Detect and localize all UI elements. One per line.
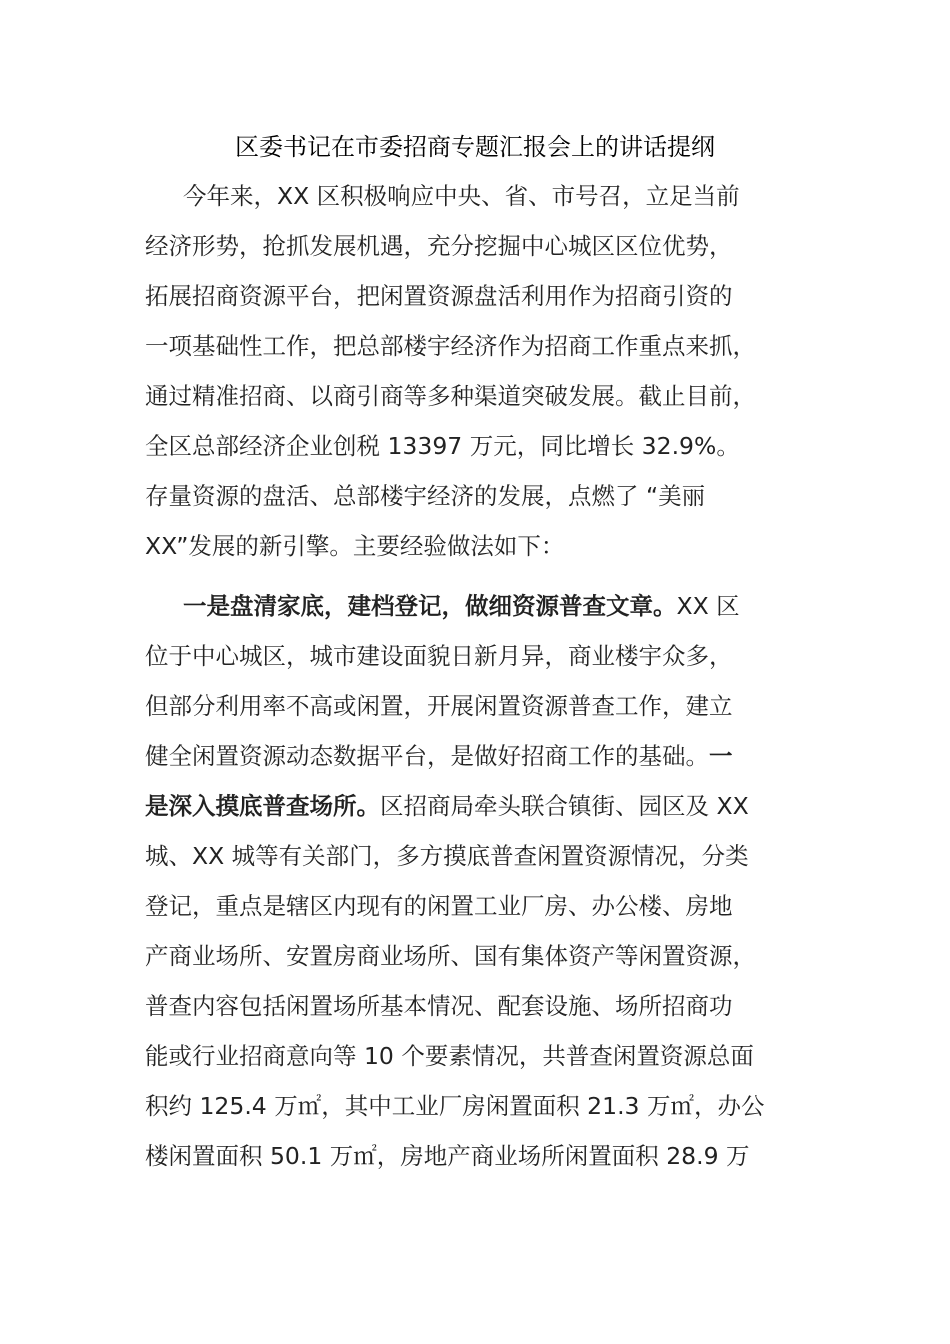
paragraph-1-line-8: XX”发展的新引擎。主要经验做法如下： bbox=[145, 532, 565, 560]
paragraph-2-line-5 bbox=[145, 781, 825, 831]
paragraph-1-line-3: 拓展招商资源平台，把闲置资源盘活利用作为招商引资的 bbox=[145, 282, 733, 310]
section-heading-one: 一是盘清家底，建档登记，做细资源普查文章。 bbox=[183, 592, 677, 620]
paragraph-2-line-8: 产商业场所、安置房商业场所、国有集体资产等闲置资源， bbox=[145, 942, 756, 970]
paragraph-2-line-1-text: XX 区 bbox=[676, 592, 740, 620]
paragraph-2-line-5-text: 区招商局牵头联合镇街、园区及 XX bbox=[380, 792, 749, 820]
paragraph-2-line-11: 积约 125.4 万㎡，其中工业厂房闲置面积 21.3 万㎡，办公 bbox=[145, 1092, 765, 1120]
subheading-one: 是深入摸底普查场所。 bbox=[145, 792, 380, 820]
paragraph-2-line-3: 但部分利用率不高或闲置，开展闲置资源普查工作，建立 bbox=[145, 692, 733, 720]
document-title: 区委书记在市委招商专题汇报会上的讲话提纲 bbox=[235, 133, 715, 161]
subheading-start: 一 bbox=[709, 742, 733, 770]
paragraph-1-line-1: 今年来，XX 区积极响应中央、省、市号召，立足当前 bbox=[183, 182, 740, 210]
paragraph-1-line-6: 全区总部经济企业创税 13397 万元，同比增长 32.9%。 bbox=[145, 432, 740, 460]
paragraph-1-line-2: 经济形势，抢抓发展机遇，充分挖掘中心城区区位优势， bbox=[145, 232, 733, 260]
paragraph-2-line-12: 楼闲置面积 50.1 万㎡，房地产商业场所闲置面积 28.9 万 bbox=[145, 1142, 750, 1170]
paragraph-2-line-4-text: 健全闲置资源动态数据平台，是做好招商工作的基础。 bbox=[145, 742, 709, 770]
paragraph-2-line-6: 城、XX 城等有关部门，多方摸底普查闲置资源情况，分类 bbox=[145, 842, 749, 870]
paragraph-2-line-2: 位于中心城区，城市建设面貌日新月异，商业楼宇众多， bbox=[145, 642, 733, 670]
paragraph-1-line-7: 存量资源的盘活、总部楼宇经济的发展，点燃了 “美丽 bbox=[145, 482, 706, 510]
paragraph-1-line-4: 一项基础性工作，把总部楼宇经济作为招商工作重点来抓， bbox=[145, 332, 756, 360]
paragraph-1-line-5: 通过精准招商、以商引商等多种渠道突破发展。截止目前， bbox=[145, 382, 756, 410]
paragraph-2-line-1 bbox=[183, 581, 863, 631]
paragraph-2-line-7: 登记，重点是辖区内现有的闲置工业厂房、办公楼、房地 bbox=[145, 892, 733, 920]
paragraph-2-line-9: 普查内容包括闲置场所基本情况、配套设施、场所招商功 bbox=[145, 992, 733, 1020]
paragraph-2-line-4 bbox=[145, 731, 825, 781]
paragraph-2-line-10: 能或行业招商意向等 10 个要素情况，共普查闲置资源总面 bbox=[145, 1042, 754, 1070]
